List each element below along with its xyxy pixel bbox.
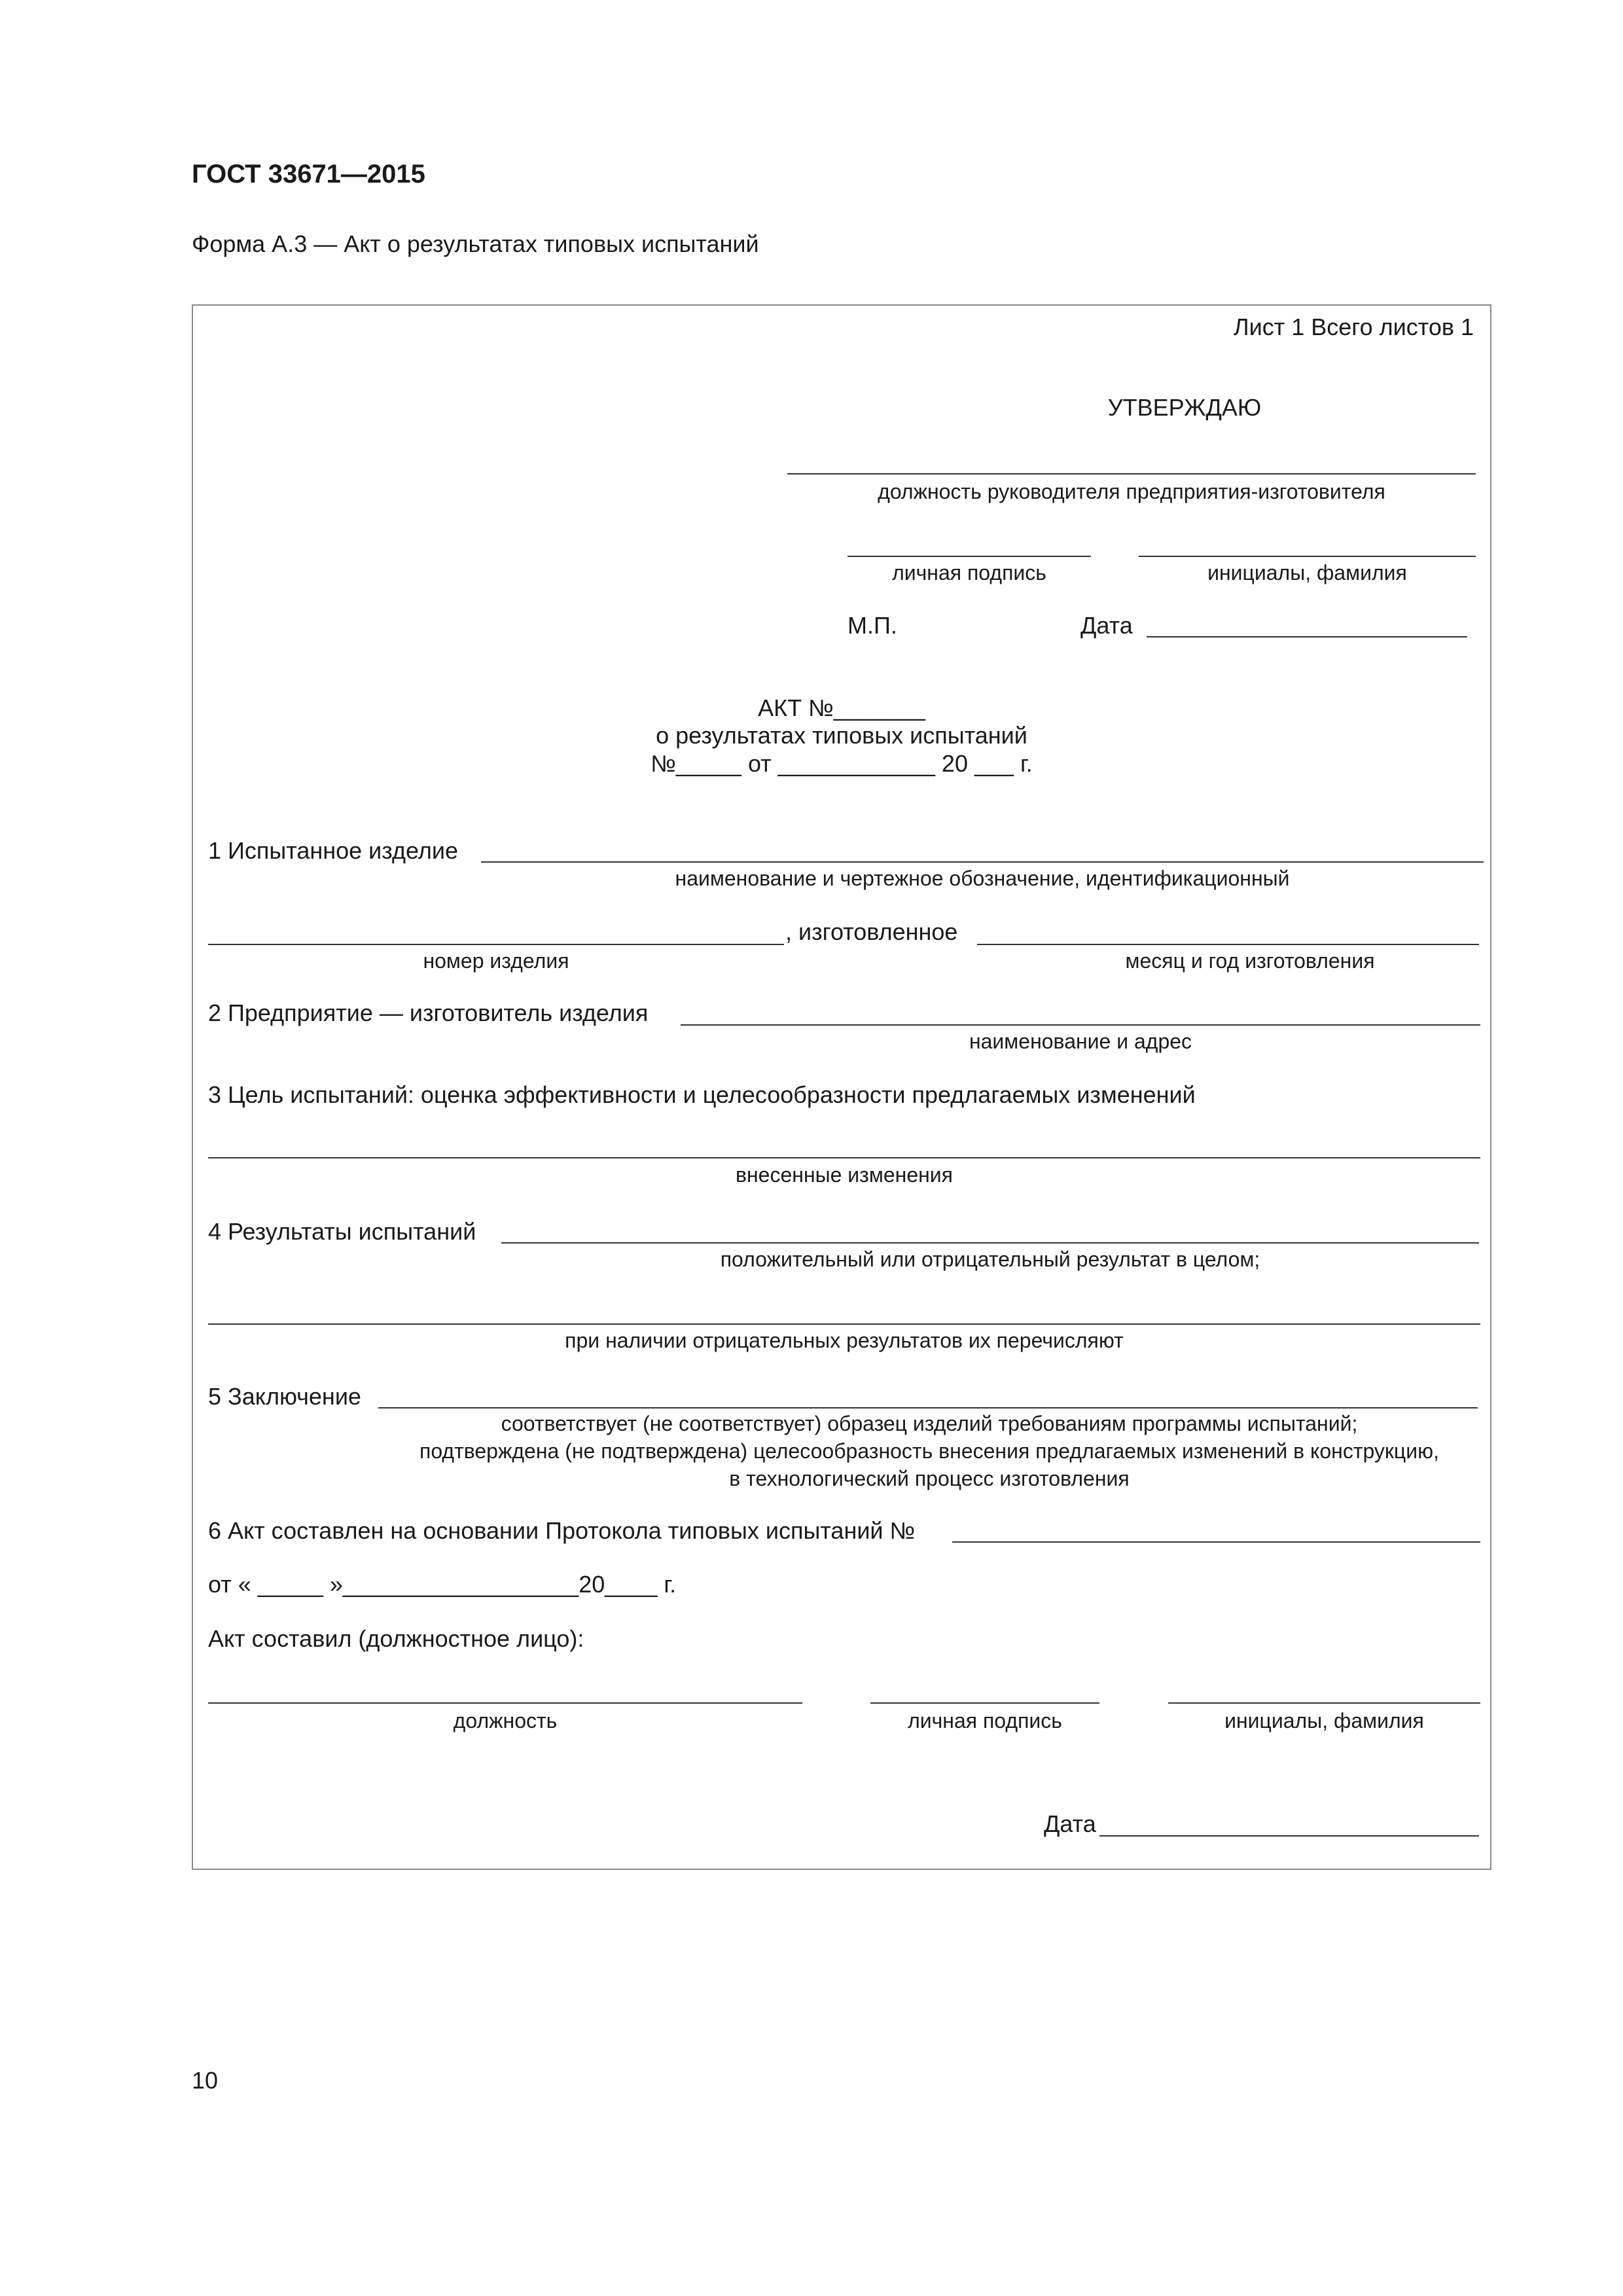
s3-hint: внесенные изменения [736,1163,953,1187]
approver-position-hint: должность руководителя предприятия-изготовителя [878,480,1385,503]
signature-hint: личная подпись [908,1709,1062,1732]
approver-name-hint: инициалы, фамилия [1207,561,1407,584]
s4-line2[interactable] [208,1323,1480,1325]
position-hint: должность [453,1709,558,1732]
s5-line[interactable] [378,1407,1478,1408]
act-subtitle: о результатах типовых испытаний [656,722,1027,749]
page-number: 10 [192,2067,219,2094]
date-label: Дата [1080,612,1133,639]
s6-date: от « _____ »__________________20____ г. [208,1571,677,1598]
s1-date-hint: месяц и год изготовления [1125,949,1375,973]
signature-line[interactable] [870,1702,1099,1704]
act-title: АКТ №_______ [758,694,925,721]
name-hint: инициалы, фамилия [1224,1709,1424,1732]
approver-name-line[interactable] [1139,556,1476,557]
name-line[interactable] [1168,1702,1480,1704]
s2-line[interactable] [681,1024,1480,1026]
s1-number-hint: номер изделия [423,949,569,973]
approver-position-line[interactable] [787,473,1476,475]
approve-heading: УТВЕРЖДАЮ [1107,394,1262,421]
approver-signature-line[interactable] [847,556,1091,557]
compiled-by: Акт составил (должностное лицо): [208,1625,584,1652]
s1-product-line[interactable] [481,861,1484,863]
s5-hint3: в технологический процесс изготовления [729,1467,1130,1490]
s1-date-line[interactable] [977,944,1479,945]
s5-hint1: соответствует (не соответствует) образец изделий требованиям программы испытаний; [501,1412,1358,1435]
s1-number-line[interactable] [208,944,784,945]
sheet-info: Лист 1 Всего листов 1 [1233,314,1474,340]
s1-hint: наименование и чертежное обозначение, идентификационный [675,867,1290,890]
final-date-line[interactable] [1099,1835,1479,1837]
s6-label: 6 Акт составлен на основании Протокола типовых испытаний № [208,1517,916,1544]
s3-label: 3 Цель испытаний: оценка эффективности и целесообразности предлагаемых изменений [208,1081,1196,1108]
s4-line[interactable] [501,1242,1479,1244]
s5-label: 5 Заключение [208,1383,361,1410]
seal-label: М.П. [847,612,897,639]
s1-manufactured: , изготовленное [785,918,958,945]
s1-label: 1 Испытанное изделие [208,837,458,864]
s2-label: 2 Предприятие — изготовитель изделия [208,999,649,1026]
s2-hint: наименование и адрес [969,1030,1192,1053]
s4-label: 4 Результаты испытаний [208,1218,476,1245]
approver-signature-hint: личная подпись [892,561,1046,584]
s4-hint1: положительный или отрицательный результат в целом; [720,1247,1260,1271]
form-caption: Форма А.3 — Акт о результатах типовых испытаний [192,230,759,257]
act-number-line: №_____ от ____________ 20 ___ г. [651,750,1033,777]
s3-line[interactable] [208,1157,1480,1158]
approve-date-line[interactable] [1147,636,1467,637]
s4-hint2: при наличии отрицательных результатов их перечисляют [565,1329,1124,1352]
standard-id: ГОСТ 33671—2015 [192,160,425,188]
s6-protocol-line[interactable] [952,1541,1480,1543]
final-date-label: Дата [1044,1810,1096,1837]
s5-hint2: подтверждена (не подтверждена) целесообразность внесения предлагаемых изменений в конструкцию, [419,1439,1440,1463]
position-line[interactable] [208,1702,802,1704]
